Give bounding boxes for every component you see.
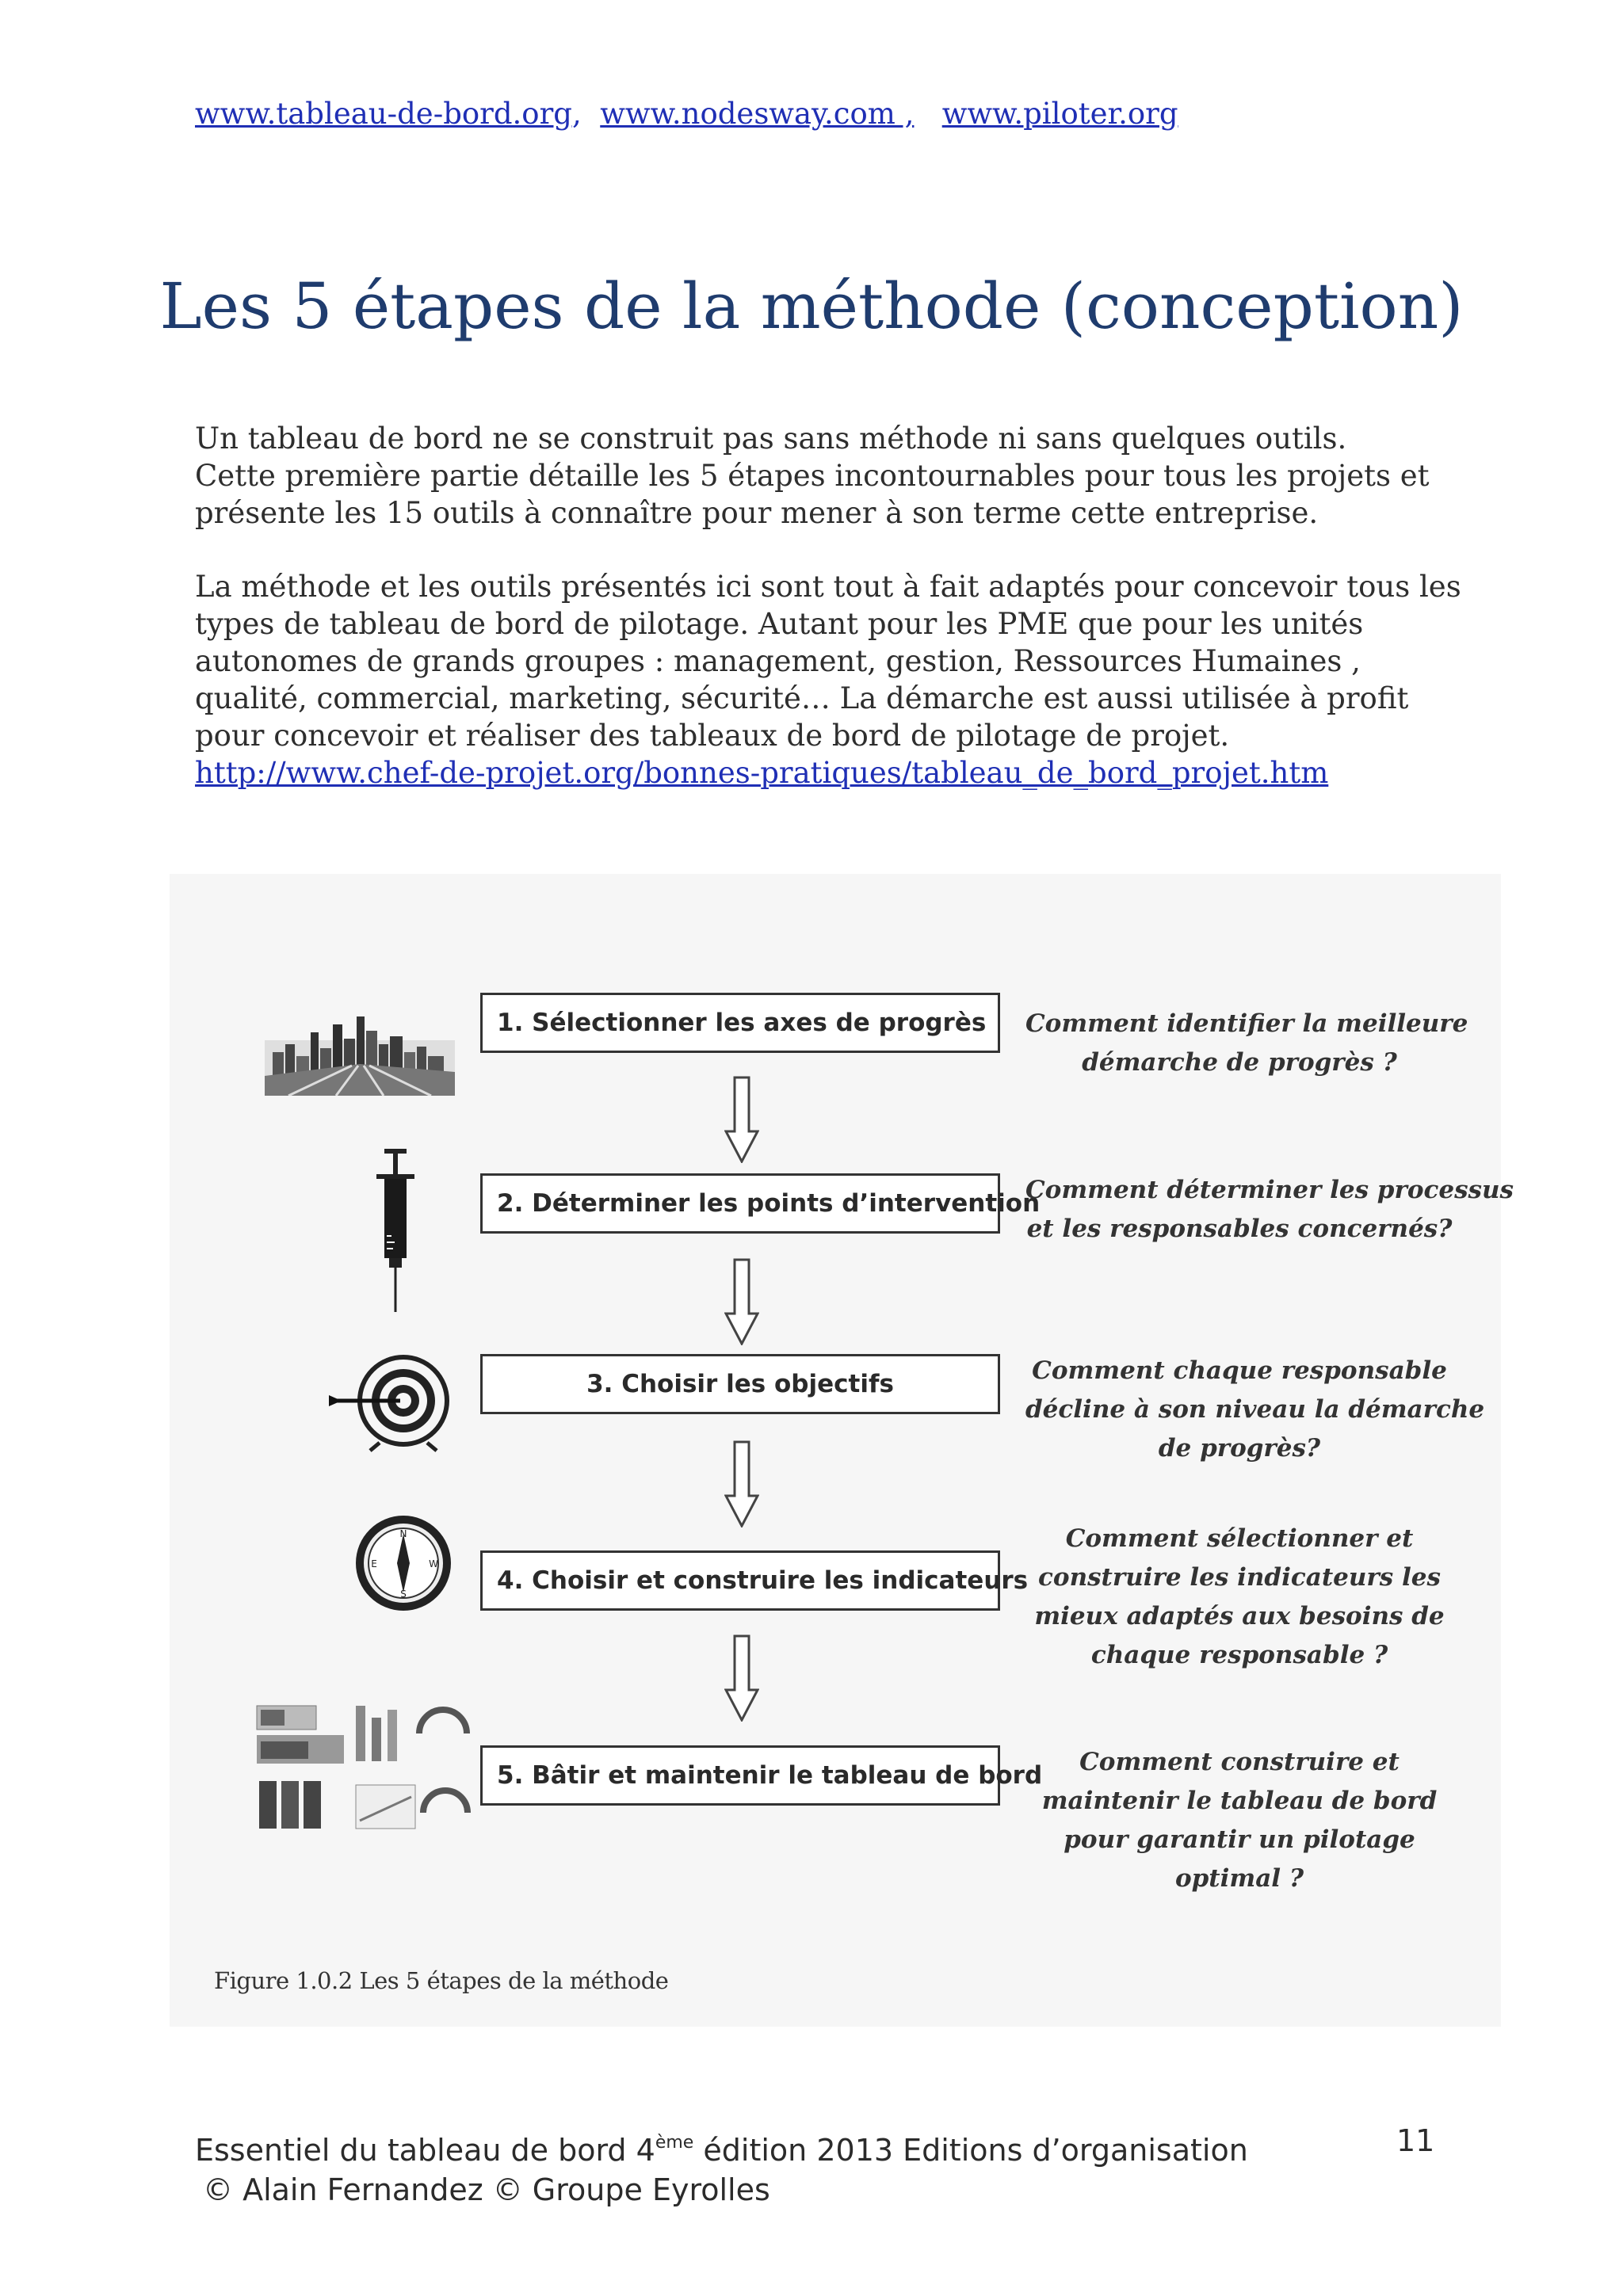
step-1-label: 1. Sélectionner les axes de progrès	[497, 1009, 987, 1037]
body-line: qualité, commercial, marketing, sécurité… La démarche est aussi utilisée à profit	[195, 681, 1409, 715]
footer-line1	[195, 2123, 1431, 2170]
method-figure	[170, 874, 1514, 2027]
body-line: La méthode et les outils présentés ici sont tout à fait adaptés pour concevoir tous les	[195, 570, 1461, 604]
step-4-question	[1025, 1520, 1453, 1675]
dashboard-widgets-icon	[253, 1702, 483, 1844]
question-line: maintenir le tableau de bord	[1041, 1787, 1438, 1815]
link-nodesway[interactable]: www.nodesway.com ,	[600, 97, 915, 131]
footer-edition: édition 2013 Editions d’organisation	[693, 2133, 1248, 2168]
question-line: décline à son niveau la démarche	[1025, 1395, 1485, 1424]
compass-icon	[352, 1512, 455, 1615]
question-line: mieux adaptés aux besoins de	[1034, 1602, 1445, 1630]
chef-de-projet-link[interactable]: http://www.chef-de-projet.org/bonnes-pratiques/tableau_de_bord_projet.htm	[195, 756, 1329, 790]
body-line: types de tableau de bord de pilotage. Autant pour les PME que pour les unités	[195, 607, 1364, 641]
intro-paragraph	[195, 420, 1479, 532]
step-2-question	[1025, 1171, 1514, 1249]
step-5-box	[480, 1745, 1043, 1806]
question-line: Comment construire et	[1079, 1748, 1400, 1776]
step-5-label: 5. Bâtir et maintenir le tableau de bord	[497, 1761, 1043, 1790]
target-icon	[324, 1349, 451, 1452]
question-line: pour garantir un pilotage	[1064, 1825, 1415, 1854]
body-paragraph	[195, 568, 1479, 791]
question-line: et les responsables concernés?	[1026, 1215, 1453, 1243]
footer	[195, 2123, 1431, 2210]
step-2-box	[480, 1173, 1041, 1234]
compass-letter-w: W	[429, 1558, 438, 1569]
question-line: de progrès?	[1158, 1434, 1321, 1463]
body-line: autonomes de grands groupes : management, gestion, Ressources Humaines ,	[195, 644, 1361, 678]
intro-line: présente les 15 outils à connaître pour mener à son terme cette entreprise.	[195, 496, 1319, 530]
step-3-label: 3. Choisir les objectifs	[586, 1370, 894, 1398]
compass-letter-s: S	[400, 1589, 407, 1600]
step-4-label: 4. Choisir et construire les indicateurs	[497, 1566, 1029, 1595]
compass-letter-n: N	[399, 1528, 407, 1539]
question-line: Comment déterminer les processus	[1025, 1176, 1514, 1204]
intro-line: Cette première partie détaille les 5 étapes incontournables pour tous les projets et	[195, 459, 1430, 493]
page-number: 11	[1396, 2123, 1435, 2158]
question-line: optimal ?	[1174, 1864, 1304, 1893]
question-line: construire les indicateurs les	[1038, 1563, 1441, 1592]
question-line: chaque responsable ?	[1090, 1641, 1388, 1669]
syringe-icon	[372, 1147, 419, 1314]
down-arrow-icon	[724, 1258, 759, 1345]
question-line: Comment chaque responsable	[1032, 1356, 1447, 1385]
step-3-box	[480, 1354, 1000, 1414]
city-skyline-icon	[265, 1009, 455, 1096]
step-1-question	[1025, 1005, 1468, 1082]
page-title: Les 5 étapes de la méthode (conception)	[159, 269, 1464, 343]
intro-line: Un tableau de bord ne se construit pas sans méthode ni sans quelques outils.	[195, 421, 1347, 456]
figure-caption: Figure 1.0.2 Les 5 étapes de la méthode	[214, 1967, 669, 1994]
body-line: pour concevoir et réaliser des tableaux de bord de pilotage de projet.	[195, 719, 1230, 753]
step-4-box	[480, 1550, 1029, 1611]
header-links	[195, 97, 1178, 131]
question-line: Comment identifier la meilleure	[1025, 1009, 1468, 1038]
question-line: Comment sélectionner et	[1065, 1524, 1414, 1553]
compass-letter-e: E	[371, 1558, 377, 1569]
link-piloter[interactable]: www.piloter.org	[941, 97, 1178, 131]
step-2-label: 2. Déterminer les points d’intervention	[497, 1189, 1041, 1218]
footer-edition-sup: ème	[655, 2133, 694, 2153]
footer-copyright: © Alain Fernandez © Groupe Eyrolles	[203, 2172, 770, 2207]
link-tableau-de-bord[interactable]: www.tableau-de-bord.org	[195, 97, 572, 131]
footer-book-title: Essentiel du tableau de bord 4	[195, 2133, 655, 2168]
down-arrow-icon	[724, 1076, 759, 1163]
question-line: démarche de progrès ?	[1082, 1048, 1397, 1077]
header-separator: ,	[571, 97, 582, 131]
step-3-question	[1025, 1352, 1485, 1468]
down-arrow-icon	[724, 1440, 759, 1527]
step-1-box	[480, 993, 1000, 1053]
down-arrow-icon	[724, 1634, 759, 1722]
step-5-question	[1025, 1743, 1453, 1898]
